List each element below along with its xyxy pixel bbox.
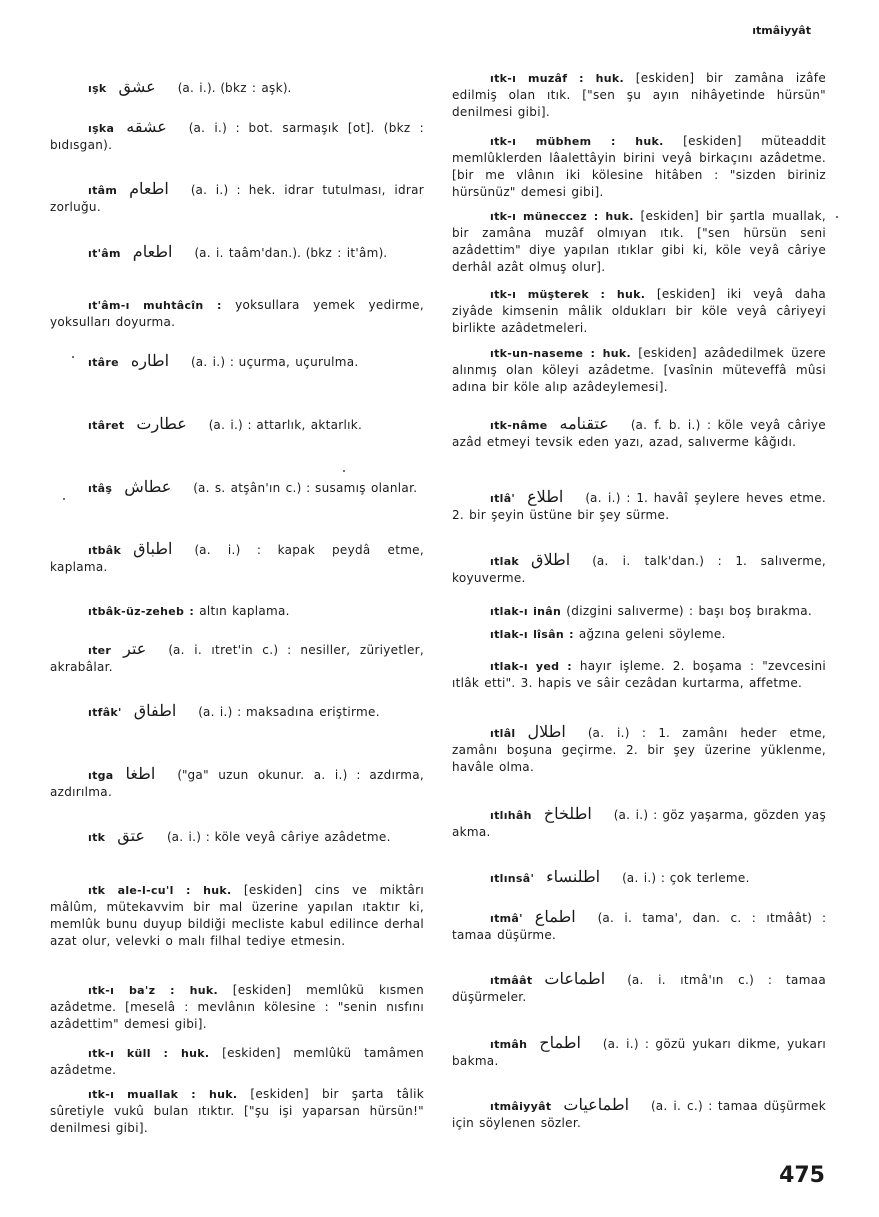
dictionary-entry [50, 415, 424, 434]
entry-definition: [eskiden] iki veyâ daha ziyâde kimsenin mâlik oldukları bir köle veyâ câriyeyi birlikte azâdetmeleri. [452, 287, 826, 335]
entry-headword: ıtk [88, 831, 106, 844]
entry-definition: (a. i.) : attarlık, aktarlık. [208, 418, 363, 432]
entry-arabic-script: اطلاق [531, 550, 571, 569]
entry-arabic-script: اطلنساء [546, 867, 601, 886]
running-head: ıtmâiyyât [752, 24, 811, 37]
dictionary-entry [50, 702, 424, 721]
entry-definition: (a. i.) : 1. havâî şeylere heves etme. 2. bir şeyin üstüne bir şey sürme. [452, 491, 826, 522]
entry-headword: ıtfâk' [88, 706, 122, 719]
entry-headword: ışka [88, 122, 115, 135]
entry-headword: ıtlâl [490, 727, 516, 740]
entry-headword: ıtk-nâme [490, 419, 548, 432]
entry-arabic-script: عتق [117, 826, 145, 845]
dictionary-entry [50, 1086, 424, 1137]
dictionary-entry [50, 540, 424, 576]
entry-definition: (a. i. c.) : tamaa düşürmek için söylenen sözler. [452, 1099, 826, 1130]
entry-arabic-script: اطماعات [544, 969, 606, 988]
entry-definition: [eskiden] bir şarta tâlik sûretiyle vukû bulan ıtıktır. ["şu işi yaparsan hürsün!" denilmesi gibi]. [50, 1087, 424, 1135]
entry-headword: ıtk-ı müneccez : huk. [490, 210, 634, 223]
entry-headword: ıtâm [88, 184, 118, 197]
entry-headword: ıtlak [490, 555, 520, 568]
entry-headword: ıtâre [88, 356, 119, 369]
entry-definition: (a. s. atşân'ın c.) : susamış olanlar. [193, 481, 418, 495]
dictionary-entry [50, 882, 424, 950]
entry-headword: ıtk-ı muzâf : huk. [490, 72, 624, 85]
entry-arabic-script: عتر [123, 639, 147, 658]
entry-definition: (a. i.) : göz yaşarma, gözden yaş akma. [452, 808, 826, 839]
entry-definition: (a. i. tama', dan. c. : ıtmâât) : tamaa düşürme. [452, 911, 826, 942]
entry-headword: ıtmâât [490, 974, 533, 987]
entry-definition: (a. i.) : kapak peydâ etme, kaplama. [50, 543, 424, 574]
entry-headword: ıtlak-ı lîsân : [490, 628, 574, 641]
entry-definition: (a. i. taâm'dan.). (bkz : it'âm). [194, 246, 388, 260]
entry-arabic-script: اطماح [539, 1033, 581, 1052]
entry-arabic-script: اطغا [125, 764, 156, 783]
entry-definition: [eskiden] memlûkü kısmen azâdetme. [meselâ : mevlânın kölesine : "senin nısfını azâdettim" demesi gibi]. [50, 983, 424, 1031]
dictionary-entry [50, 352, 424, 371]
entry-definition: (a. f. b. i.) : köle veyâ câriye azâd etmeyi tevsik eden yazı, azad, salıverme kâğıdı. [452, 418, 826, 449]
entry-definition: yoksullara yemek yedirme, yoksulları doyurma. [50, 298, 424, 329]
entry-definition: (a. i.) : 1. zamânı heder etme, zamânı boşuna geçirme. 2. bir şey üzerine yüklenme, havâle olma. [452, 726, 826, 774]
entry-definition: (a. i. talk'dan.) : 1. salıverme, koyuverme. [452, 554, 826, 585]
dictionary-entry [452, 488, 826, 524]
dictionary-entry [50, 478, 424, 497]
dictionary-entry [452, 415, 826, 451]
entry-definition: (a. i.) : çok terleme. [622, 871, 750, 885]
entry-headword: ıtk-ı muallak : huk. [88, 1088, 238, 1101]
dictionary-entry [452, 551, 826, 587]
entry-definition: [eskiden] memlûkü tamâmen azâdetme. [50, 1046, 424, 1077]
entry-headword: ıtmâiyyât [490, 1100, 552, 1113]
entry-definition: (a. i. ıtret'in c.) : nesiller, züriyetler, akrabâlar. [50, 643, 424, 674]
dictionary-entry [50, 118, 424, 154]
entry-headword: ıtlınsâ' [490, 872, 535, 885]
entry-headword: ıtmâh [490, 1038, 528, 1051]
entry-arabic-script: عتقنامه [559, 414, 609, 433]
dictionary-entry [452, 626, 826, 643]
entry-headword: ıtga [88, 769, 114, 782]
entry-headword: ıtk ale-l-cu'l : huk. [88, 884, 232, 897]
entry-headword: ıtk-ı ba'z : huk. [88, 984, 218, 997]
entry-definition: [eskiden] bir şartla muallak, bir zamâna muzâf olmıyan ıtık. ["sen hürsün seni azâdettim" diye yapılan ıtıklar gibi ki, köle veyâ câriye derhâl azât olmuş olur]. [452, 209, 827, 274]
dictionary-entry [452, 970, 826, 1006]
entry-headword: ıt'âm-ı muhtâcîn : [88, 299, 222, 312]
entry-definition: (a. i. ıtmâ'ın c.) : tamaa düşürmeler. [452, 973, 826, 1004]
dictionary-entry [452, 805, 826, 841]
dictionary-entry [50, 827, 424, 846]
dictionary-entry [50, 603, 424, 620]
dictionary-entry [452, 1034, 826, 1070]
entry-arabic-script: اطماعيات [563, 1095, 630, 1114]
entry-headword: ıt'âm [88, 247, 121, 260]
dictionary-entry [50, 640, 424, 676]
entry-headword: ıtlak-ı yed : [490, 660, 572, 673]
entry-headword: ıtk-un-naseme : huk. [490, 347, 631, 360]
entry-arabic-script: اطعام [132, 242, 173, 261]
entry-headword: ıtlâ' [490, 492, 516, 505]
entry-arabic-script: اطماع [534, 907, 576, 926]
entry-arabic-script: عشق [118, 77, 156, 96]
entry-arabic-script: اطعام [129, 179, 169, 198]
entry-definition: (a. i.) : bot. sarmaşık [ot]. (bkz : bıdısgan). [50, 121, 424, 152]
entry-arabic-script: عطارت [136, 414, 187, 433]
dictionary-entry [452, 723, 826, 776]
dictionary-entry [452, 603, 826, 620]
entry-definition: (a. i.) : uçurma, uçurulma. [191, 355, 359, 369]
entry-headword: ıtmâ' [490, 912, 523, 925]
entry-arabic-script: اطلال [527, 722, 566, 741]
dictionary-entry [50, 765, 424, 801]
entry-arabic-script: اطباق [133, 539, 173, 558]
entry-headword: ıtk-ı mübhem : huk. [490, 135, 664, 148]
entry-definition: (a. i.) : gözü yukarı dikme, yukarı bakma. [452, 1037, 826, 1068]
entry-headword: ıtâret [88, 419, 125, 432]
dictionary-entry [50, 982, 424, 1033]
dictionary-entry [50, 243, 424, 262]
entry-definition: (a. i.) : hek. idrar tutulması, idrar zorluğu. [50, 183, 424, 214]
dictionary-entry [50, 180, 424, 216]
entry-headword: ıtbâk-üz-zeheb : [88, 605, 195, 618]
dictionary-entry [452, 908, 826, 944]
dictionary-entry [452, 1096, 826, 1132]
entry-arabic-script: اطاره [130, 351, 170, 370]
entry-definition: (a. i.) : köle veyâ câriye azâdetme. [166, 830, 391, 844]
entry-arabic-script: عشقه [126, 117, 167, 136]
print-speck [836, 216, 838, 218]
entry-arabic-script: اطفاق [133, 701, 177, 720]
entry-headword: ışk [88, 82, 107, 95]
entry-definition: altın kaplama. [199, 604, 290, 618]
dictionary-entry [452, 133, 826, 201]
page-number: 475 [779, 1163, 825, 1188]
entry-arabic-script: اطلخاخ [543, 804, 592, 823]
dictionary-entry [452, 868, 826, 887]
entry-headword: ıtbâk [88, 544, 122, 557]
dictionary-entry [452, 345, 826, 396]
entry-definition: [eskiden] müteaddit memlûklerden lâalettâyin birini veyâ birkaçını azâdetme. [bir me vlânın iki kölesine hitâben : "sizden biriniz hürsünüz" demesi gibi]. [452, 134, 826, 199]
entry-definition: (a. i.). (bkz : aşk). [177, 81, 292, 95]
print-speck [63, 498, 65, 500]
entry-definition: ("ga" uzun okunur. a. i.) : azdırma, azdırılma. [50, 768, 424, 799]
entry-headword: ıtâş [88, 482, 113, 495]
entry-headword: ıtlak-ı inân [490, 605, 562, 618]
entry-headword: ıtlıhâh [490, 809, 532, 822]
entry-definition: ağzına geleni söyleme. [578, 627, 726, 641]
dictionary-entry [452, 208, 826, 276]
entry-definition: [eskiden] azâdedilmek üzere alınmış olan köleyi azâdetme. [vasînin müteveffâ mûsi adına bir köle alıp azâdeylemesi]. [452, 346, 826, 394]
entry-definition: (dizgini salıverme) : başı boş bırakma. [566, 604, 812, 618]
print-speck [72, 356, 74, 358]
entry-arabic-script: اطلاع [527, 487, 564, 506]
entry-headword: ıtk-ı müşterek : huk. [490, 288, 646, 301]
entry-definition: (a. i.) : maksadına eriştirme. [198, 705, 380, 719]
dictionary-entry [50, 1045, 424, 1079]
dictionary-entry [452, 286, 826, 337]
entry-definition: hayır işleme. 2. boşama : "zevcesini ıtlâk etti". 3. hapis ve sâir cezâdan kurtarma, affetme. [452, 659, 826, 690]
entry-headword: ıtk-ı küll : huk. [88, 1047, 210, 1060]
dictionary-entry [452, 70, 826, 121]
dictionary-entry [50, 297, 424, 331]
entry-definition: [eskiden] cins ve miktârı mâlûm, mütekavvim bir mal üzerine yapılan ıtaktır ki, memlûk bunu duyup bildiği mecliste kabul edilince derhal azat olur, velevki o malı filhal tediye etmesin. [50, 883, 425, 948]
entry-headword: ıter [88, 644, 112, 657]
print-speck [343, 470, 345, 472]
entry-arabic-script: عطاش [124, 477, 172, 496]
entry-definition: [eskiden] bir zamâna izâfe edilmiş olan ıtık. ["sen şu ayın nihâyetinde hürsün" denilmesi gibi]. [452, 71, 827, 119]
dictionary-entry [50, 78, 424, 97]
dictionary-entry [452, 658, 826, 692]
